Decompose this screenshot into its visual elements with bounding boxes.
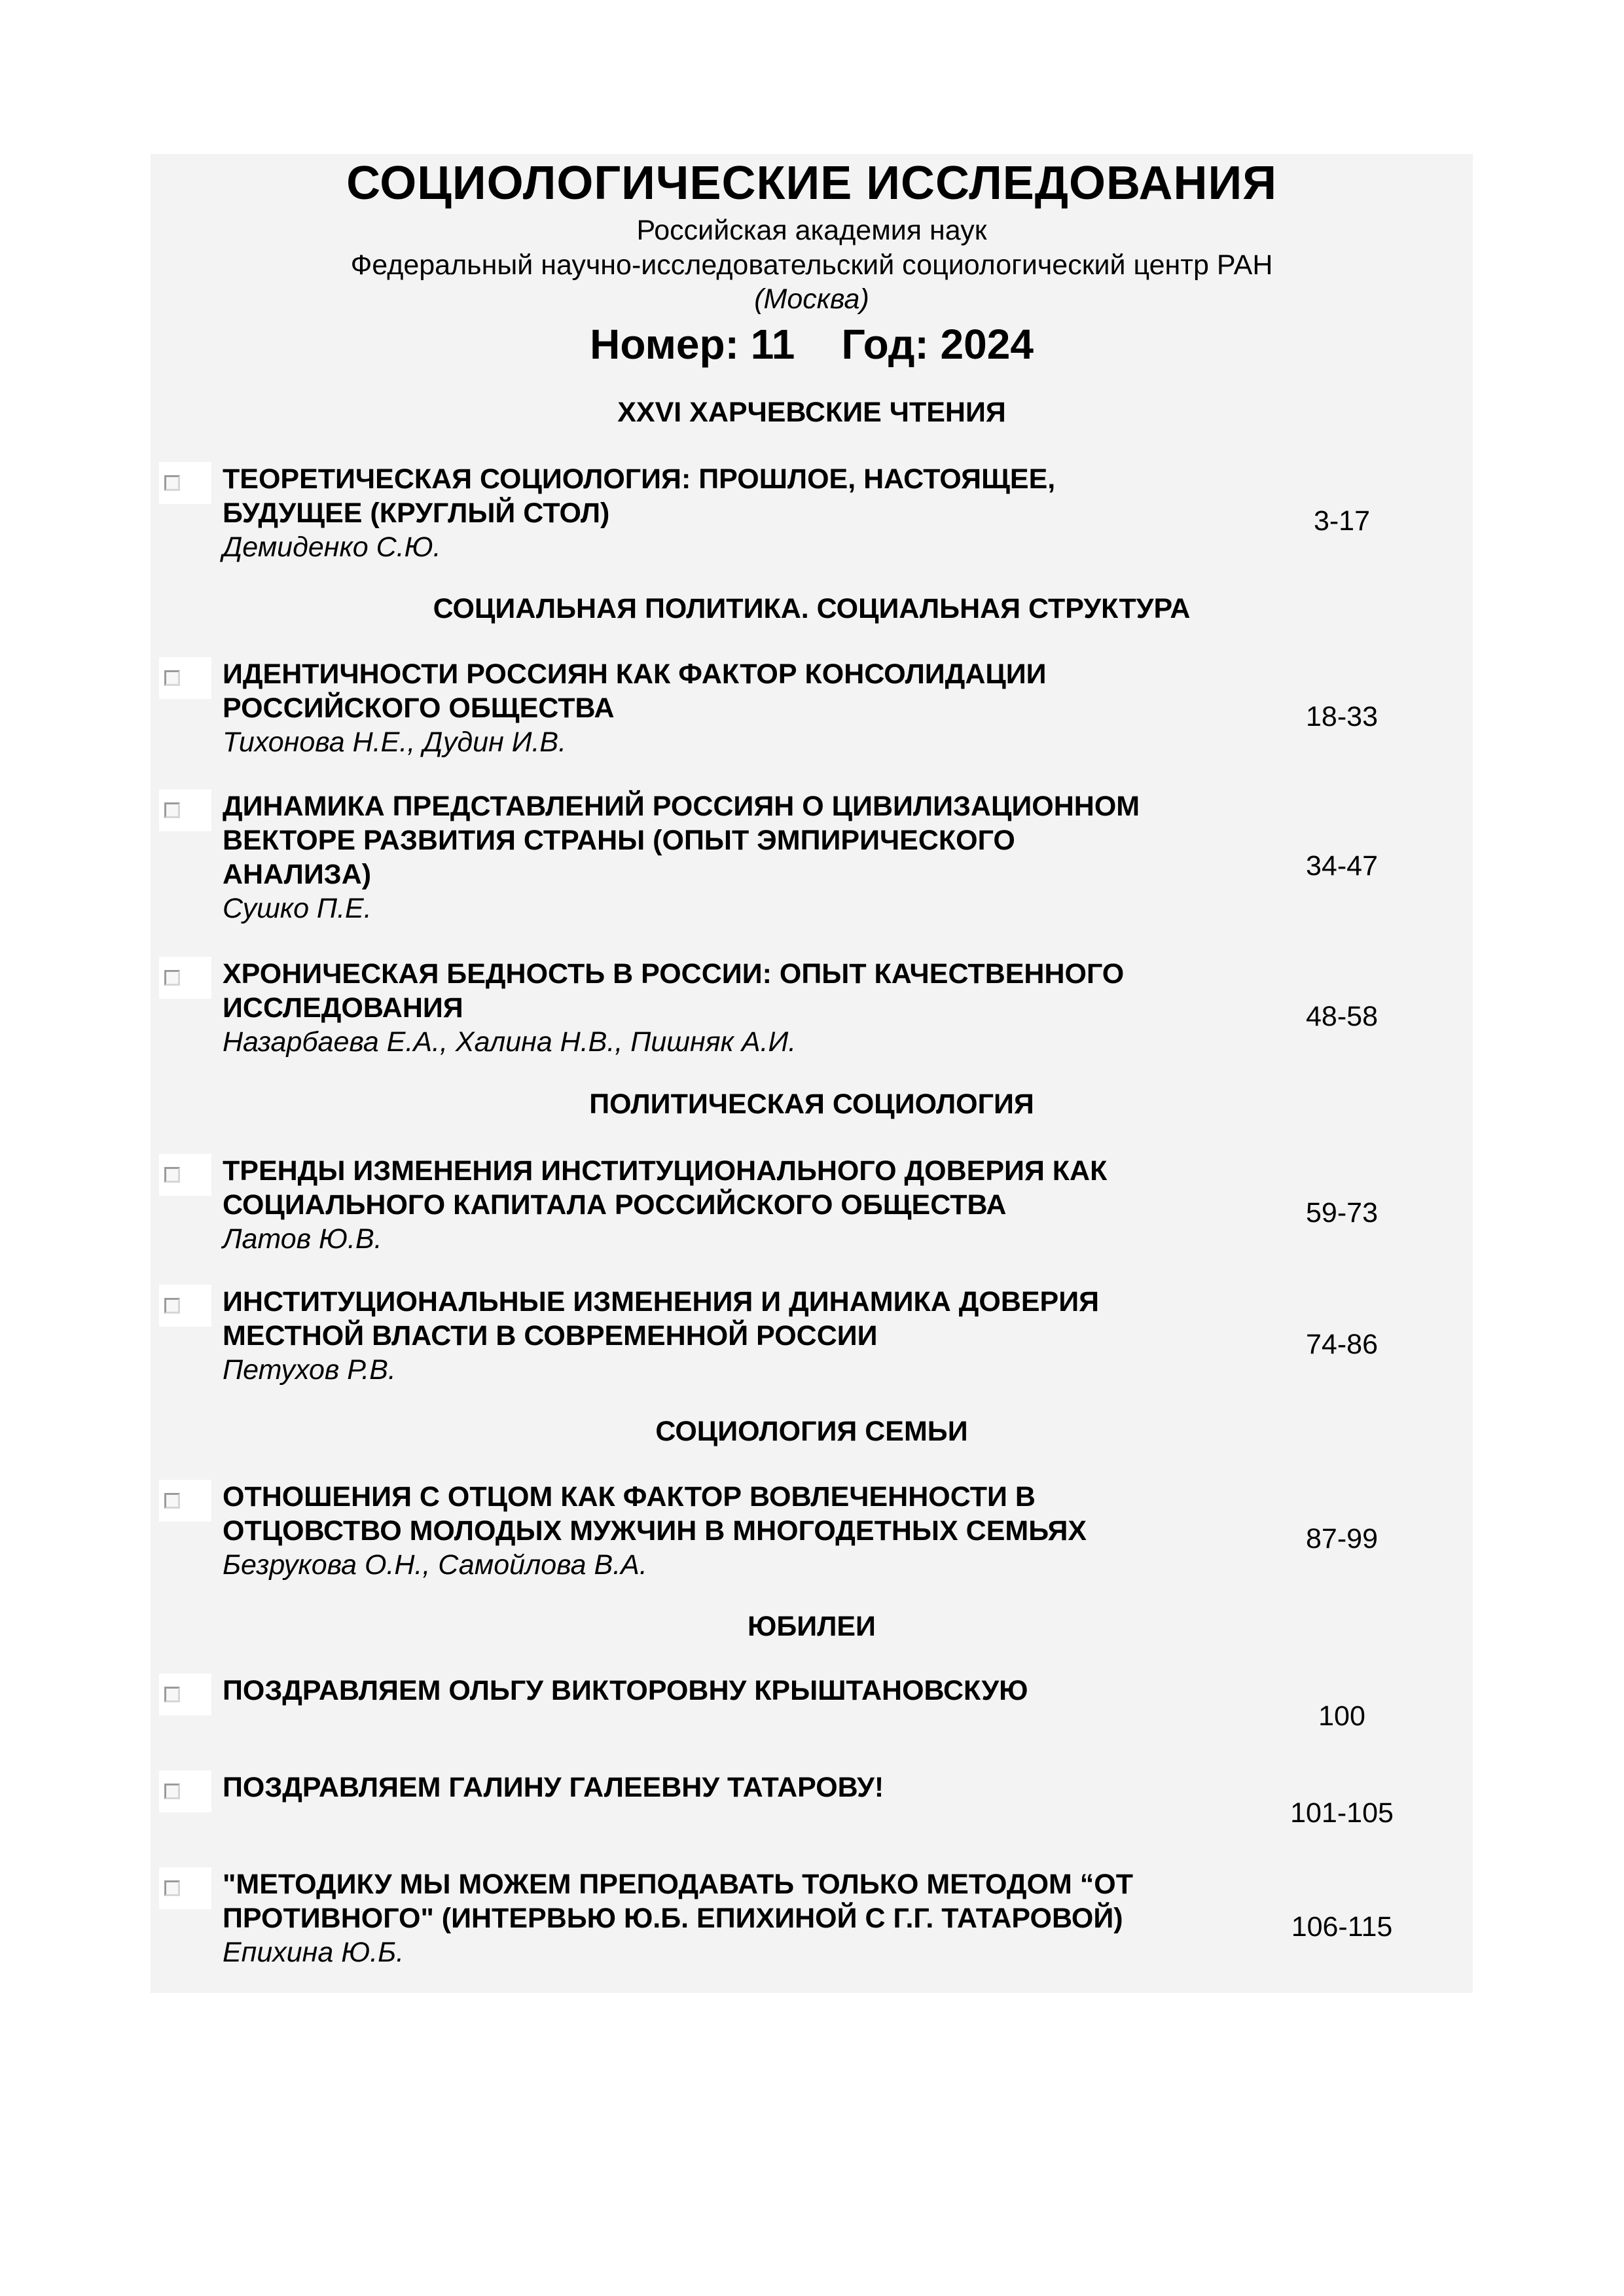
article-authors: Демиденко С.Ю.	[223, 531, 441, 563]
article-authors: Тихонова Н.Е., Дудин И.В.	[223, 726, 567, 758]
article-entry	[223, 957, 1244, 1059]
article-entry	[223, 1480, 1244, 1582]
section-heading: ПОЛИТИЧЕСКАЯ СОЦИОЛОГИЯ	[589, 1088, 1034, 1120]
issue-number: 11	[750, 321, 795, 368]
article-title-line: ВЕКТОРЕ РАЗВИТИЯ СТРАНЫ (ОПЫТ ЭМПИРИЧЕСКОГО	[223, 825, 1015, 856]
article-title[interactable]	[223, 1674, 1244, 1708]
checkbox-icon	[164, 1493, 180, 1509]
section-heading: XXVI ХАРЧЕВСКИЕ ЧТЕНИЯ	[617, 397, 1006, 428]
checkbox-icon	[164, 970, 180, 986]
article-title-line: ТРЕНДЫ ИЗМЕНЕНИЯ ИНСТИТУЦИОНАЛЬНОГО ДОВЕРИЯ КАК	[223, 1155, 1108, 1187]
article-authors: Назарбаева Е.А., Халина Н.В., Пишняк А.И.	[223, 1026, 797, 1058]
article-title-line: ИССЛЕДОВАНИЯ	[223, 992, 463, 1024]
article-title-line: ДИНАМИКА ПРЕДСТАВЛЕНИЙ РОССИЯН О ЦИВИЛИЗАЦИОННОМ	[223, 791, 1140, 822]
article-entry	[223, 1285, 1244, 1387]
article-pages: 74-86	[1306, 1329, 1378, 1360]
article-entry	[223, 789, 1244, 925]
checkbox-icon	[164, 1687, 180, 1702]
checkbox-icon	[164, 1298, 180, 1314]
article-title[interactable]	[223, 1285, 1244, 1353]
checkbox-icon	[164, 1784, 180, 1799]
article-checkbox[interactable]	[159, 657, 211, 699]
section-heading: СОЦИОЛОГИЯ СЕМЬИ	[655, 1416, 968, 1447]
article-title[interactable]	[223, 789, 1244, 891]
article-pages: 34-47	[1306, 850, 1378, 882]
city-name: (Москва)	[754, 283, 869, 315]
checkbox-icon	[164, 802, 180, 818]
article-entry	[223, 1674, 1244, 1708]
year-value: 2024	[940, 321, 1034, 368]
checkbox-icon	[164, 1167, 180, 1183]
article-entry	[223, 657, 1244, 759]
article-title-line: ИДЕНТИЧНОСТИ РОССИЯН КАК ФАКТОР КОНСОЛИДАЦИИ	[223, 658, 1047, 690]
article-title-line: "МЕТОДИКУ МЫ МОЖЕМ ПРЕПОДАВАТЬ ТОЛЬКО МЕТОДОМ “ОТ	[223, 1869, 1133, 1900]
article-title[interactable]	[223, 1770, 1244, 1804]
checkbox-icon	[164, 670, 180, 686]
article-pages: 106-115	[1291, 1911, 1393, 1943]
article-checkbox[interactable]	[159, 1770, 211, 1812]
article-title-line: ПРОТИВНОГО" (ИНТЕРВЬЮ Ю.Б. ЕПИХИНОЙ С Г.Г. ТАТАРОВОЙ)	[223, 1903, 1123, 1934]
article-entry	[223, 1867, 1244, 1969]
section-heading: ЮБИЛЕИ	[748, 1611, 876, 1642]
article-title-line: РОССИЙСКОГО ОБЩЕСТВА	[223, 692, 615, 724]
article-title-line: ПОЗДРАВЛЯЕМ ОЛЬГУ ВИКТОРОВНУ КРЫШТАНОВСКУЮ	[223, 1675, 1028, 1706]
article-checkbox[interactable]	[159, 1867, 211, 1909]
article-title-line: ТЕОРЕТИЧЕСКАЯ СОЦИОЛОГИЯ: ПРОШЛОЕ, НАСТОЯЩЕЕ,	[223, 463, 1056, 495]
checkbox-icon	[164, 475, 180, 491]
article-title-line: МЕСТНОЙ ВЛАСТИ В СОВРЕМЕННОЙ РОССИИ	[223, 1320, 878, 1352]
publisher-name: Российская академия наук	[636, 215, 987, 246]
article-pages: 59-73	[1306, 1197, 1378, 1229]
year-label: Год:	[841, 321, 929, 368]
article-authors: Безрукова О.Н., Самойлова В.А.	[223, 1549, 647, 1581]
article-title[interactable]	[223, 462, 1244, 530]
article-title-line: ОТЦОВСТВО МОЛОДЫХ МУЖЧИН В МНОГОДЕТНЫХ СЕМЬЯХ	[223, 1515, 1087, 1547]
checkbox-icon	[164, 1880, 180, 1896]
article-title-line: ХРОНИЧЕСКАЯ БЕДНОСТЬ В РОССИИ: ОПЫТ КАЧЕСТВЕННОГО	[223, 958, 1125, 990]
article-pages: 48-58	[1306, 1001, 1378, 1032]
article-title-line: СОЦИАЛЬНОГО КАПИТАЛА РОССИЙСКОГО ОБЩЕСТВА	[223, 1189, 1007, 1221]
article-pages: 100	[1318, 1700, 1365, 1732]
article-entry	[223, 1770, 1244, 1804]
article-checkbox[interactable]	[159, 462, 211, 504]
article-checkbox[interactable]	[159, 1285, 211, 1327]
article-authors: Петухов Р.В.	[223, 1354, 396, 1386]
article-title[interactable]	[223, 1867, 1244, 1935]
article-pages: 87-99	[1306, 1523, 1378, 1554]
article-checkbox[interactable]	[159, 1674, 211, 1715]
article-pages: 18-33	[1306, 701, 1378, 732]
article-entry	[223, 1154, 1244, 1256]
article-title-line: ОТНОШЕНИЯ С ОТЦОМ КАК ФАКТОР ВОВЛЕЧЕННОСТИ В	[223, 1481, 1036, 1513]
article-title-line: ПОЗДРАВЛЯЕМ ГАЛИНУ ГАЛЕЕВНУ ТАТАРОВУ!	[223, 1772, 884, 1803]
section-heading: СОЦИАЛЬНАЯ ПОЛИТИКА. СОЦИАЛЬНАЯ СТРУКТУРА	[433, 593, 1191, 624]
article-authors: Епихина Ю.Б.	[223, 1937, 405, 1968]
article-title[interactable]	[223, 1480, 1244, 1548]
article-checkbox[interactable]	[159, 789, 211, 831]
article-pages: 3-17	[1313, 505, 1371, 537]
article-pages: 101-105	[1290, 1797, 1394, 1829]
article-checkbox[interactable]	[159, 957, 211, 999]
article-title[interactable]	[223, 957, 1244, 1025]
research-center-name: Федеральный научно-исследовательский социологический центр РАН	[350, 249, 1273, 281]
issue-line	[151, 318, 1473, 370]
article-authors: Сушко П.Е.	[223, 893, 372, 924]
article-title-line: АНАЛИЗА)	[223, 859, 372, 890]
article-title[interactable]	[223, 657, 1244, 725]
issue-label: Номер:	[590, 321, 739, 368]
article-title[interactable]	[223, 1154, 1244, 1222]
article-checkbox[interactable]	[159, 1480, 211, 1522]
article-title-line: ИНСТИТУЦИОНАЛЬНЫЕ ИЗМЕНЕНИЯ И ДИНАМИКА ДОВЕРИЯ	[223, 1286, 1100, 1318]
article-authors: Латов Ю.В.	[223, 1223, 382, 1255]
article-checkbox[interactable]	[159, 1154, 211, 1196]
journal-title: СОЦИОЛОГИЧЕСКИЕ ИССЛЕДОВАНИЯ	[346, 157, 1277, 209]
article-entry	[223, 462, 1244, 564]
article-title-line: БУДУЩЕЕ (КРУГЛЫЙ СТОЛ)	[223, 497, 610, 529]
